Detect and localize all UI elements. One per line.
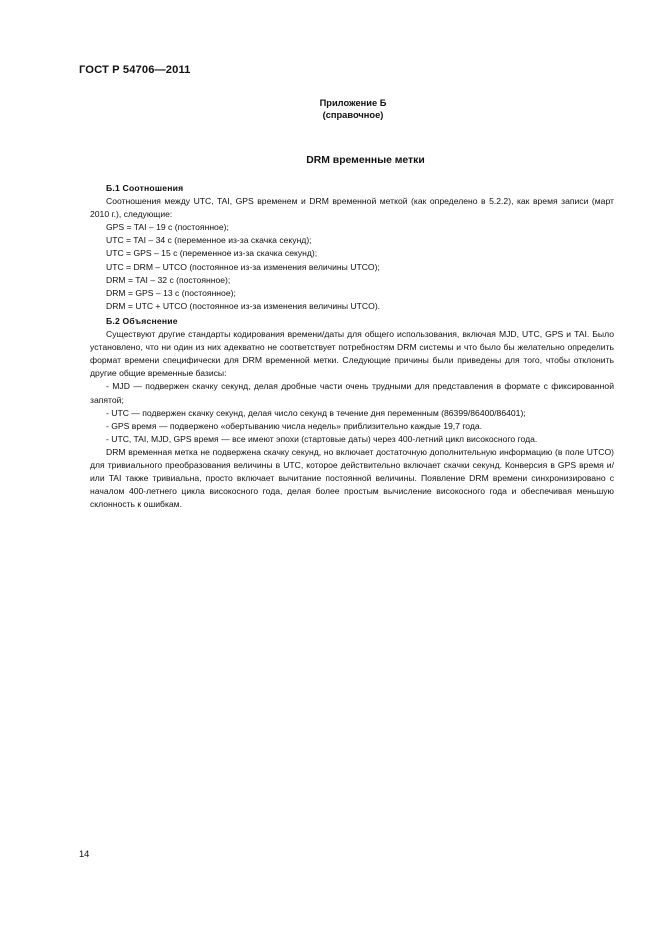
section-title — [0, 155, 661, 166]
section2-paragraph-1: Существуют другие стандарты кодирования времени/даты для общего использования, включая MJD, UTC, GPS и TAI. Было установлено, что ни один из них адекватно не соответствует потребностям DRM системы и что было бы желательно определить формат времени специфически для DRM временной метки. Следующие причины были приведены для того, чтобы отклонить другие общие временные базисы: — [90, 329, 614, 379]
title-text: DRM временные метки — [306, 155, 425, 166]
section2-paragraph-2: DRM временная метка не подвержена скачку секунд, но включает достаточную дополнительную информацию (в поле UTCO) для тривиального преобразования величины в UTC, которое действительно включает скачки секунд. Конверсия в GPS время и/или TAI также тривиальна, просто включает вычитание постоянной величины. Появление DRM времени синхронизировано с началом 400-летнего цикла високосного года, делая более простым вычисление високосного года и обеспечивая меньшую склонность к ошибкам. — [90, 446, 614, 510]
formula-line: UTC = DRM – UTCO (постоянное из-за изменения величины UTCO); — [106, 261, 380, 272]
list-item: - UTC, TAI, MJD, GPS время — все имеют эпохи (стартовые даты) через 400-летний цикл високосного года. — [106, 433, 538, 444]
document-body — [90, 182, 614, 511]
page-number: 14 — [79, 849, 90, 859]
appendix-type: (справочное) — [322, 110, 384, 121]
section-heading-b2: Б.2 Объяснение — [106, 315, 178, 326]
section1-intro: Соотношения между UTC, TAI, GPS временем и DRM временной меткой (как определено в 5.2.2), как время записи (март 2010 г.), следующие: — [90, 196, 614, 220]
appendix-title: Приложение Б — [319, 98, 387, 108]
formula-line: DRM = GPS – 13 с (постоянное); — [106, 287, 236, 298]
list-item: - UTC — подвержен скачку секунд, делая число секунд в течение дня переменным (86399/86400/86401); — [106, 407, 526, 418]
appendix-label — [0, 97, 661, 122]
formula-line: UTC = TAI – 34 с (переменное из-за скачка секунд); — [106, 235, 312, 246]
formula-line: UTC = GPS – 15 с (переменное из-за скачка секунд); — [106, 248, 318, 259]
formula-line: DRM = TAI – 32 с (постоянное); — [106, 274, 231, 285]
list-item: - GPS время — подвержено «обертыванию числа недель» приблизительно каждые 19,7 года. — [106, 420, 483, 431]
document-code: ГОСТ Р 54706—2011 — [79, 64, 191, 76]
section-heading-b1: Б.1 Соотношения — [106, 183, 184, 193]
formula-line: DRM = UTC + UTCO (постоянное из-за изменения величины UTCO). — [106, 300, 381, 311]
formula-line: GPS = TAI – 19 с (постоянное); — [106, 222, 229, 233]
list-item: - MJD — подвержен скачку секунд, делая дробные части очень трудными для представления в формате с фиксированной запятой; — [90, 381, 614, 405]
